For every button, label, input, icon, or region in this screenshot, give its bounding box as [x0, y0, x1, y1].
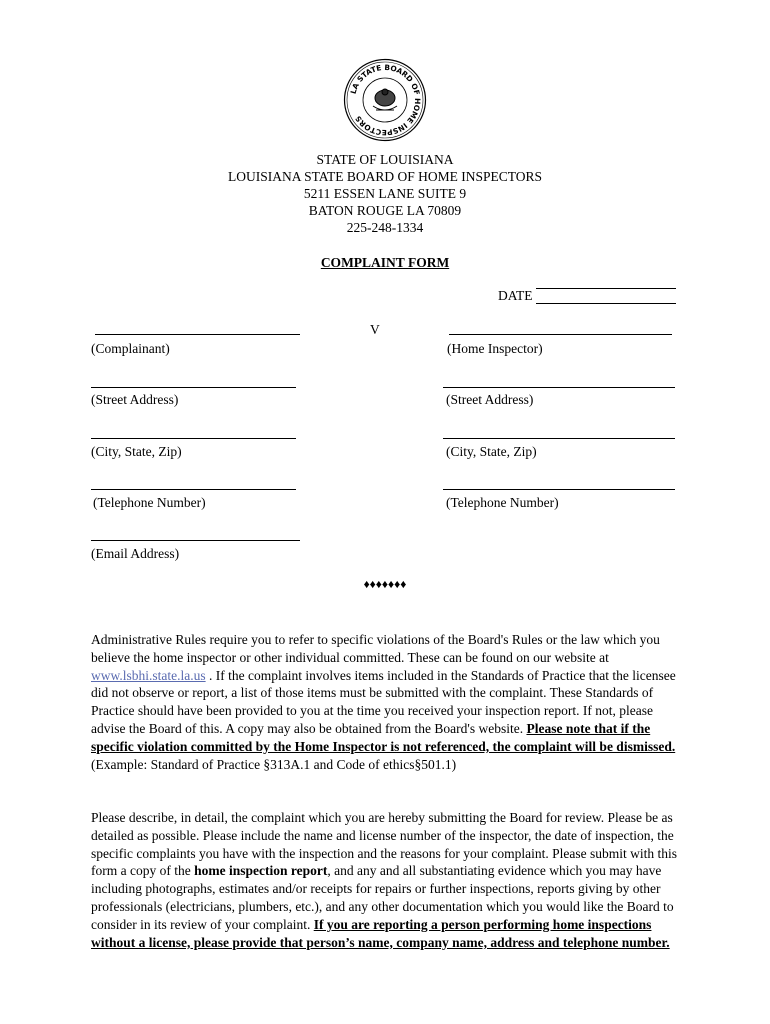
- complainant-street-line[interactable]: [91, 387, 296, 388]
- inspector-city-label: (City, State, Zip): [446, 444, 537, 459]
- pelican-emblem: [373, 89, 397, 110]
- report-emphasis: home inspection report: [194, 863, 328, 879]
- para2-text-b: , and any and all substantiating evidence which you may have including photographs, estimates and/or receipts for repairs or further inspections, reports giving by other professionals (electricians, plumbers, etc.), and any other documentation which you would like the Board to consider in its review of your complaint.: [91, 863, 674, 932]
- unlicensed-notice: If you are reporting a person performing home inspections without a license, please provide that person’s name, company name, address and telephone number.: [91, 916, 670, 950]
- dismissal-notice: Please note that if the specific violation committed by the Home Inspector is not referenced, the complaint will be dismissed.: [91, 720, 676, 754]
- form-title: COMPLAINT FORM: [320, 255, 450, 270]
- inspector-street-line[interactable]: [443, 387, 675, 388]
- complainant-line[interactable]: [95, 334, 300, 335]
- header-board: LOUISIANA STATE BOARD OF HOME INSPECTORS: [227, 169, 543, 184]
- complainant-label: (Complainant): [91, 341, 170, 356]
- para1-example: (Example: Standard of Practice §313A.1 and Code of ethics§501.1): [91, 756, 457, 772]
- para1-text-b: . If the complaint involves items included in the Standards of Practice that the licensee did not observe or report, a list of those items must be submitted with the complaint. These Standards of Practice should have been provided to you at the time you received your inspection report. If not, please advise the Board of this. A copy may also be obtained from the Board's website.: [91, 667, 676, 736]
- complainant-city-label: (City, State, Zip): [91, 444, 182, 459]
- website-link[interactable]: www.lsbhi.state.la.us: [91, 667, 206, 683]
- svg-text:LA STATE BOARD OF HOME INSPECT: LA STATE BOARD OF HOME INSPECTORS: [348, 62, 423, 138]
- complainant-city-line[interactable]: [91, 438, 296, 439]
- inspector-label: (Home Inspector): [447, 341, 543, 356]
- complainant-email-label: (Email Address): [91, 546, 180, 561]
- date-line[interactable]: [536, 288, 676, 304]
- inspector-phone-line[interactable]: [443, 489, 675, 490]
- header-address: 5211 ESSEN LANE SUITE 9: [303, 186, 467, 201]
- complainant-email-line[interactable]: [91, 540, 300, 541]
- date-label: DATE: [498, 288, 533, 303]
- inspector-line[interactable]: [449, 334, 672, 335]
- complainant-street-label: (Street Address): [91, 392, 179, 407]
- date-field[interactable]: [498, 288, 533, 304]
- para1-text-a: Administrative Rules require you to refer to specific violations of the Board's Rules or the law which you believe the home inspector or other individual committed. These can be found on our website at: [91, 632, 660, 665]
- complainant-phone-line[interactable]: [91, 489, 296, 490]
- versus-mark: V: [370, 322, 380, 337]
- instructions-paragraph: [91, 631, 681, 773]
- complainant-phone-label: (Telephone Number): [93, 495, 206, 510]
- header-city: BATON ROUGE LA 70809: [308, 203, 462, 218]
- inspector-city-line[interactable]: [443, 438, 675, 439]
- header-state: STATE OF LOUISIANA: [316, 152, 454, 167]
- para2-text-a: Please describe, in detail, the complaint which you are hereby submitting the Board for review. Please be as detailed as possible. Please include the name and license number of the inspector, the date of inspection, the specific complaints you have with the inspection and the reasons for your complaint. Please submit with this form a copy of the: [91, 810, 678, 879]
- separator-diamonds: ♦♦♦♦♦♦♦: [363, 577, 407, 591]
- inspector-street-label: (Street Address): [446, 392, 534, 407]
- header-phone: 225-248-1334: [346, 220, 424, 235]
- board-seal: [343, 58, 427, 142]
- description-paragraph: [91, 809, 681, 951]
- inspector-phone-label: (Telephone Number): [446, 495, 559, 510]
